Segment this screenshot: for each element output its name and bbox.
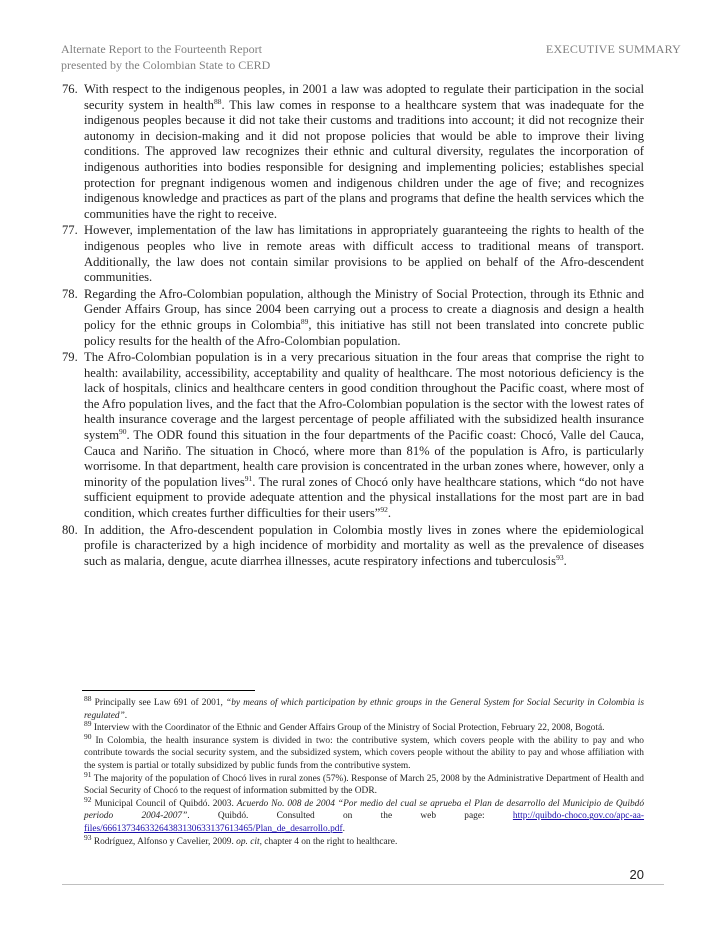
footnote-number: 89 xyxy=(84,719,92,729)
footnote-link[interactable]: http://quibdo-choco.gov.co/apc-aa-files/66613734633264383130633137613465/Plan_de_desarrollo.pdf xyxy=(84,811,645,834)
running-header-right: EXECUTIVE SUMMARY xyxy=(545,42,681,56)
footnote-text: . xyxy=(124,710,128,721)
footnote-text: In Colombia, the health insurance system is divided in two: the contributive system, which covers people with the ability to pay and who contribute towards the social security system, and the subsidized system, which covers people without the ability to pay and whose affiliation with the system is partial or totally subsidized by public funds from the contributive system. xyxy=(84,735,644,771)
footnote-text: Principally see Law 691 of 2001, xyxy=(91,698,226,708)
footnote-number: 92 xyxy=(84,794,92,804)
footnote-italic-text: “by means of which participation by ethnic groups in the General System for Social Security in Colombia is regulated” xyxy=(84,698,645,721)
footnote-text: Interview with the Coordinator of the Ethnic and Gender Affairs Group of the Ministry of Social Protection, February 22, 2008, Bogotá. xyxy=(91,723,605,734)
paragraph-text: Regarding the Afro-Colombian population, although the Ministry of Social Protection, through its Ethnic and Gender Affairs Group, has since 2004 been carrying out a process to create a diagnosis and design a health policy for the ethnic groups in Colombia xyxy=(84,286,644,332)
footnote-number: 91 xyxy=(84,769,92,779)
footnote-text: Municipal Council of Quibdó. 2003. xyxy=(91,798,237,809)
footnote-ref[interactable]: 90 xyxy=(118,426,127,436)
footnote-ref[interactable]: 89 xyxy=(300,316,309,326)
paragraph-number: 76. xyxy=(62,82,78,96)
footnote-text: Rodríguez, Alfonso y Cavelier, 2009. xyxy=(91,836,237,847)
footnote-number: 93 xyxy=(84,832,92,842)
footnote-ref[interactable]: 92 xyxy=(380,504,388,514)
paragraph-79 xyxy=(62,350,644,522)
paragraph-text: In addition, the Afro-descendent population in Colombia mostly lives in zones where the epidemiological profile is characterized by a high incidence of morbidity and mortality as well as the prevalence of diseases such as malaria, dengue, acute diarrhea illnesses, acute respiratory infections and tuberculosis xyxy=(84,522,644,568)
header-title-line2: presented by the Colombian State to CERD xyxy=(61,58,271,72)
paragraph-number: 79. xyxy=(62,350,78,365)
paragraph-80 xyxy=(62,523,644,570)
footnote-89 xyxy=(84,719,644,735)
header-title-line1: Alternate Report to the Fourteenth Report xyxy=(61,42,262,56)
footnote-ref[interactable]: 88 xyxy=(213,96,222,106)
paragraph-text: The Afro-Colombian population is in a very precarious situation in the four areas that comprise the right to health: availability, accessibility, acceptability and quality of healthcare. The most notorious deficiency is the lack of hospitals, clinics and healthcare centers in good condition throughout the Pacific coast, where most of the Afro population lives, and the fact that the Afro-Colombian population is the sector with the lowest rates of health insurance coverage and the largest percentage of people affiliated with the subsidized health insurance system xyxy=(84,350,644,443)
body-text xyxy=(62,82,644,570)
footnote-91 xyxy=(84,769,644,798)
paragraph-text: . This law comes in response to a healthcare system that was inadequate for the indigenous peoples because it did not take their customs and traditions into account; it did not recognize their autonomy in decision-making and it did not propose policies that would be able to improve their living conditions. The approved law recognizes their ethnic and cultural diversity, regulates the incorporation of indigenous authorities into bodies responsible for designing and implementing policies; establishes special protection for pregnant indigenous women and indigenous children under the age of five; and recognizes indigenous knowledge and practices as part of the plans and programs that define the health services which the communities have the right to receive. xyxy=(84,97,644,221)
footnote-number: 90 xyxy=(84,731,92,741)
footer-rule xyxy=(62,884,664,885)
paragraph-text: . The ODR found this situation in the four departments of the Pacific coast: Chocó, Valle del Cauca, Cauca and Nariño. The situation in Chocó, where more than 81% of the population is Afro, is particularly worrisome. In that department, health care provision is concentrated in the urban zones where, however, only a minority of the population lives xyxy=(84,428,644,489)
paragraph-text: . xyxy=(387,506,391,521)
paragraph-text: . xyxy=(563,553,567,568)
footnote-ref[interactable]: 93 xyxy=(556,552,564,562)
paragraph-76 xyxy=(62,82,644,222)
paragraph-text: , this initiative has still not been translated into concrete public policy results for the health of the Afro-Colombian population. xyxy=(84,317,644,348)
paragraph-number: 80. xyxy=(62,522,78,537)
footnote-text: The majority of the population of Chocó lives in rural zones (57%). Response of March 25, 2008 by the Administrative Department of Health and Social Security of Chocó to the request of information submitted by the ODR. xyxy=(84,773,644,797)
footnote-90 xyxy=(84,731,644,773)
footnote-italic-text: op. cit xyxy=(236,836,260,847)
footnotes xyxy=(84,693,645,848)
paragraph-number: 77. xyxy=(62,223,78,238)
paragraph-text: However, implementation of the law has limitations in appropriately guaranteeing the rights to health of the indigenous peoples who live in remote areas with difficult access to traditional means of transport. Additionally, the law does not contain similar provisions to be applied on behalf of the Afro-descendent communities. xyxy=(84,223,644,285)
footnote-93 xyxy=(84,832,644,849)
running-header-left xyxy=(61,41,270,73)
paragraph-text: With respect to the indigenous peoples, in 2001 a law was adopted to regulate their participation in the social security system in health xyxy=(84,82,644,112)
footnote-number: 88 xyxy=(84,693,92,703)
page-number: 20 xyxy=(629,867,644,882)
footnote-ref[interactable]: 91 xyxy=(244,473,253,483)
footnote-separator xyxy=(82,690,255,691)
paragraph-78 xyxy=(62,287,644,349)
footnote-88 xyxy=(84,693,645,722)
footnote-92 xyxy=(84,794,645,836)
paragraph-text: . The rural zones of Chocó only have healthcare stations, which “do not have sufficient equipment to provide adequate attention and the physical installations for the most part are in bad condition, which creates further difficulties for their users” xyxy=(84,474,644,521)
paragraph-77 xyxy=(62,223,644,285)
footnote-text: , chapter 4 on the right to healthcare. xyxy=(259,836,398,847)
footnote-text: . xyxy=(342,823,345,834)
paragraph-number: 78. xyxy=(62,286,78,301)
footnote-text: . Quibdó. Consulted on the web page: xyxy=(187,811,513,822)
footnote-italic-text: Acuerdo No. 008 de 2004 “Por medio del cual se aprueba el Plan de desarrollo del Municipio de Quibdó periodo 2004-2007” xyxy=(84,798,645,822)
